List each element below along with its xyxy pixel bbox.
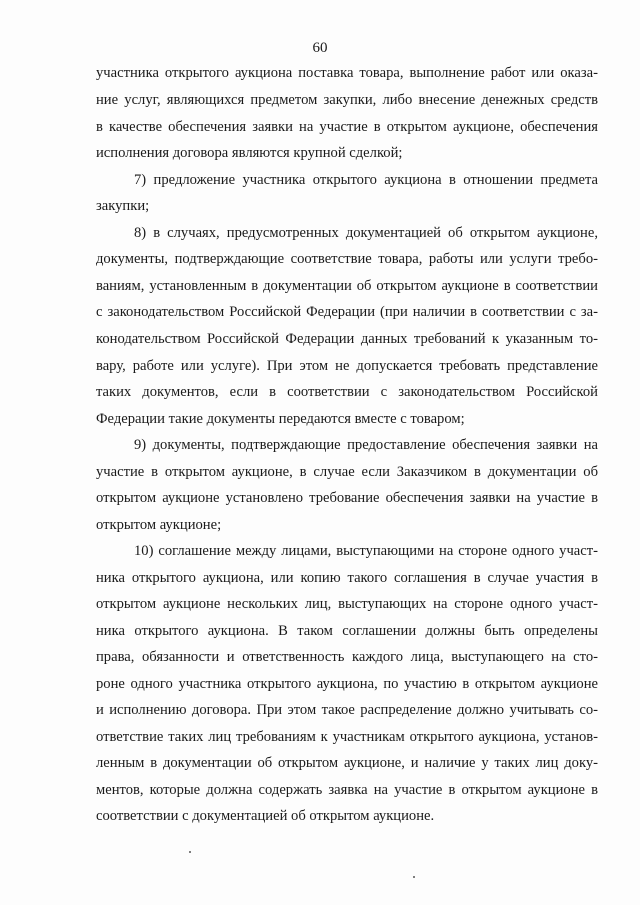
text-line: ментов, которые должна содержать заявка на участие в открытом аукционе в (96, 782, 598, 798)
text-line: участие в открытом аукционе, в случае если Заказчиком в документации об (96, 464, 598, 480)
text-line: открытом аукционе; (96, 517, 222, 533)
text-line: вару, работе или услуге). При этом не допускается требовать представление (96, 358, 598, 374)
text-line: конодательством Российской Федерации данных требований к указанным то- (96, 331, 598, 347)
text-line: 9) документы, подтверждающие предоставление обеспечения заявки на (134, 437, 598, 453)
text-line: 7) предложение участника открытого аукциона в отношении предмета (134, 172, 598, 188)
text-line: с законодательством Российской Федерации (при наличии в соответствии с за- (96, 304, 598, 320)
text-line: исполнения договора являются крупной сделкой; (96, 145, 403, 161)
text-line: документы, подтверждающие соответствие товара, работы или услуги требо- (96, 251, 598, 267)
text-line: в качестве обеспечения заявки на участие в открытом аукционе, обеспечения (96, 119, 598, 135)
page-number: 60 (312, 40, 328, 56)
text-line: ние услуг, являющихся предметом закупки, либо внесение денежных средств (96, 92, 598, 108)
text-line: открытом аукционе установлено требование обеспечения заявки на участие в (96, 490, 598, 506)
text-line: права, обязанности и ответственность каждого лица, выступающего на сто- (96, 649, 598, 665)
text-line: таких документов, если в соответствии с законодательством Российской (96, 384, 598, 400)
text-line: роне одного участника открытого аукциона, по участию в открытом аукционе (96, 676, 598, 692)
scan-speck (189, 851, 191, 853)
text-line: и исполнению договора. При этом такое распределение должно учитывать со- (96, 702, 598, 718)
text-line: открытом аукционе нескольких лиц, выступающих на стороне одного участ- (96, 596, 598, 612)
text-line: закупки; (96, 198, 150, 214)
text-line: ника открытого аукциона, или копию такого соглашения в случае участия в (96, 570, 598, 586)
scan-speck (413, 876, 415, 878)
text-line: ответствие таких лиц требованиям к участникам открытого аукциона, установ- (96, 729, 598, 745)
text-line: ника открытого аукциона. В таком соглашении должны быть определены (96, 623, 598, 639)
text-line: ваниям, установленным в документации об открытом аукционе в соответствии (96, 278, 598, 294)
text-line: участника открытого аукциона поставка товара, выполнение работ или оказа- (96, 65, 598, 81)
text-line: ленным в документации об открытом аукционе, и наличие у таких лиц доку- (96, 755, 598, 771)
text-line: Федерации такие документы передаются вместе с товаром; (96, 411, 465, 427)
text-line: 10) соглашение между лицами, выступающими на стороне одного участ- (134, 543, 598, 559)
text-line: соответствии с документацией об открытом аукционе. (96, 808, 435, 824)
text-line: 8) в случаях, предусмотренных документацией об открытом аукционе, (134, 225, 598, 241)
